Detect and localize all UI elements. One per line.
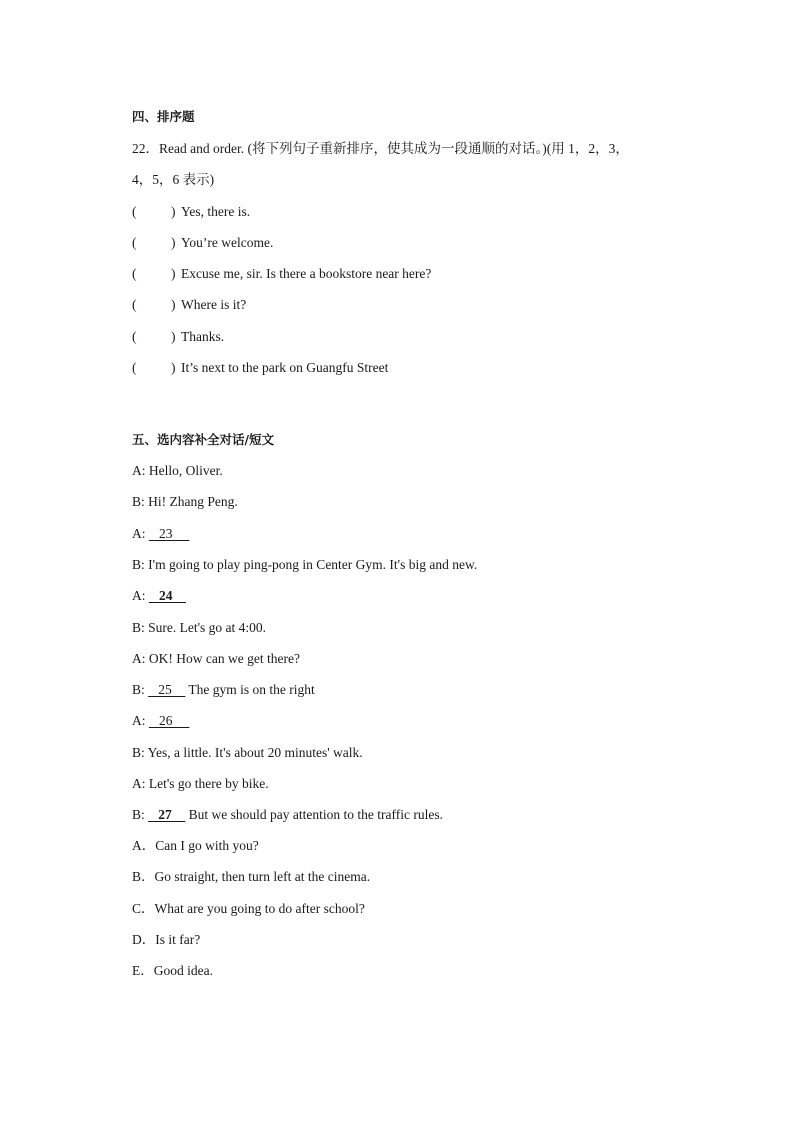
order-item-6 <box>132 359 388 377</box>
option-text: Go straight, then turn left at the cinema. <box>154 869 371 884</box>
dialog-line-7 <box>132 650 300 668</box>
option-e <box>132 962 213 980</box>
dialog-text: Yes, a little. It's about 20 minutes' walk. <box>147 745 363 760</box>
order-sentence: Yes, there is. <box>181 204 251 219</box>
answer-paren[interactable]: ( ) <box>132 235 176 250</box>
dialog-text: But we should pay attention to the traffic rules. <box>185 807 443 822</box>
dialog-text: The gym is on the right <box>185 682 315 697</box>
option-label: A． <box>132 838 156 853</box>
dialog-line-12 <box>132 806 443 824</box>
option-text: Good idea. <box>153 963 213 978</box>
dialog-line-6 <box>132 619 266 637</box>
order-item-4 <box>132 296 246 314</box>
option-text: What are you going to do after school? <box>154 901 365 916</box>
answer-paren[interactable]: ( ) <box>132 329 176 344</box>
dialog-text: Hi! Zhang Peng. <box>148 494 238 509</box>
option-label: D． <box>132 932 156 947</box>
speaker: A: <box>132 713 149 728</box>
order-item-1 <box>132 203 250 221</box>
dialog-line-11 <box>132 775 269 793</box>
dialog-line-9 <box>132 712 189 730</box>
blank-27[interactable]: 27 <box>148 807 186 822</box>
answer-paren[interactable]: ( ) <box>132 266 176 281</box>
speaker: B: <box>132 620 149 635</box>
speaker: A: <box>132 776 149 791</box>
speaker: B: <box>132 807 149 822</box>
order-sentence: It’s next to the park on Guangfu Street <box>181 360 389 375</box>
dialog-text: Let's go there by bike. <box>148 776 269 791</box>
option-label: C． <box>132 901 155 916</box>
dialog-line-5 <box>132 587 186 605</box>
section-5-title: 五、选内容补全对话/短文 <box>132 432 275 447</box>
speaker: B: <box>132 745 148 760</box>
blank-23[interactable]: 23 <box>148 526 190 541</box>
answer-paren[interactable]: ( ) <box>132 360 176 375</box>
question-22-line-2: 4，5，6 表示) <box>132 172 215 187</box>
option-label: E． <box>132 963 154 978</box>
answer-paren[interactable]: ( ) <box>132 297 176 312</box>
blank-24[interactable]: 24 <box>148 588 186 603</box>
speaker: A: <box>132 463 149 478</box>
option-label: B． <box>132 869 155 884</box>
blank-25[interactable]: 25 <box>148 682 186 697</box>
section-4-title: 四、排序题 <box>132 109 195 124</box>
order-item-5 <box>132 328 224 346</box>
speaker: B: <box>132 557 149 572</box>
option-d <box>132 931 200 949</box>
speaker: B: <box>132 682 149 697</box>
blank-26[interactable]: 26 <box>148 713 190 728</box>
speaker: A: <box>132 526 149 541</box>
option-text: Is it far? <box>155 932 201 947</box>
order-item-3 <box>132 265 431 283</box>
dialog-line-4 <box>132 556 477 574</box>
order-sentence: Excuse me, sir. Is there a bookstore near here? <box>181 266 432 281</box>
answer-paren[interactable]: ( ) <box>132 204 176 219</box>
order-item-2 <box>132 234 273 252</box>
question-22-line-1: 22．Read and order. (将下列句子重新排序，使其成为一段通顺的对话。)(用 1，2，3， <box>132 141 629 156</box>
speaker: A: <box>132 651 149 666</box>
dialog-line-10 <box>132 744 363 762</box>
dialog-line-8 <box>132 681 315 699</box>
dialog-line-3 <box>132 525 189 543</box>
order-sentence: Thanks. <box>181 329 225 344</box>
speaker: B: <box>132 494 149 509</box>
dialog-text: Hello, Oliver. <box>148 463 223 478</box>
speaker: A: <box>132 588 149 603</box>
option-a <box>132 837 259 855</box>
dialog-text: OK! How can we get there? <box>148 651 300 666</box>
option-c <box>132 900 365 918</box>
dialog-text: Sure. Let's go at 4:00. <box>148 620 267 635</box>
dialog-text: I'm going to play ping-pong in Center Gym. It's big and new. <box>148 557 478 572</box>
order-sentence: Where is it? <box>181 297 247 312</box>
dialog-line-2 <box>132 493 238 511</box>
option-b <box>132 868 370 886</box>
option-text: Can I go with you? <box>155 838 259 853</box>
order-sentence: You’re welcome. <box>181 235 274 250</box>
dialog-line-1 <box>132 462 223 480</box>
